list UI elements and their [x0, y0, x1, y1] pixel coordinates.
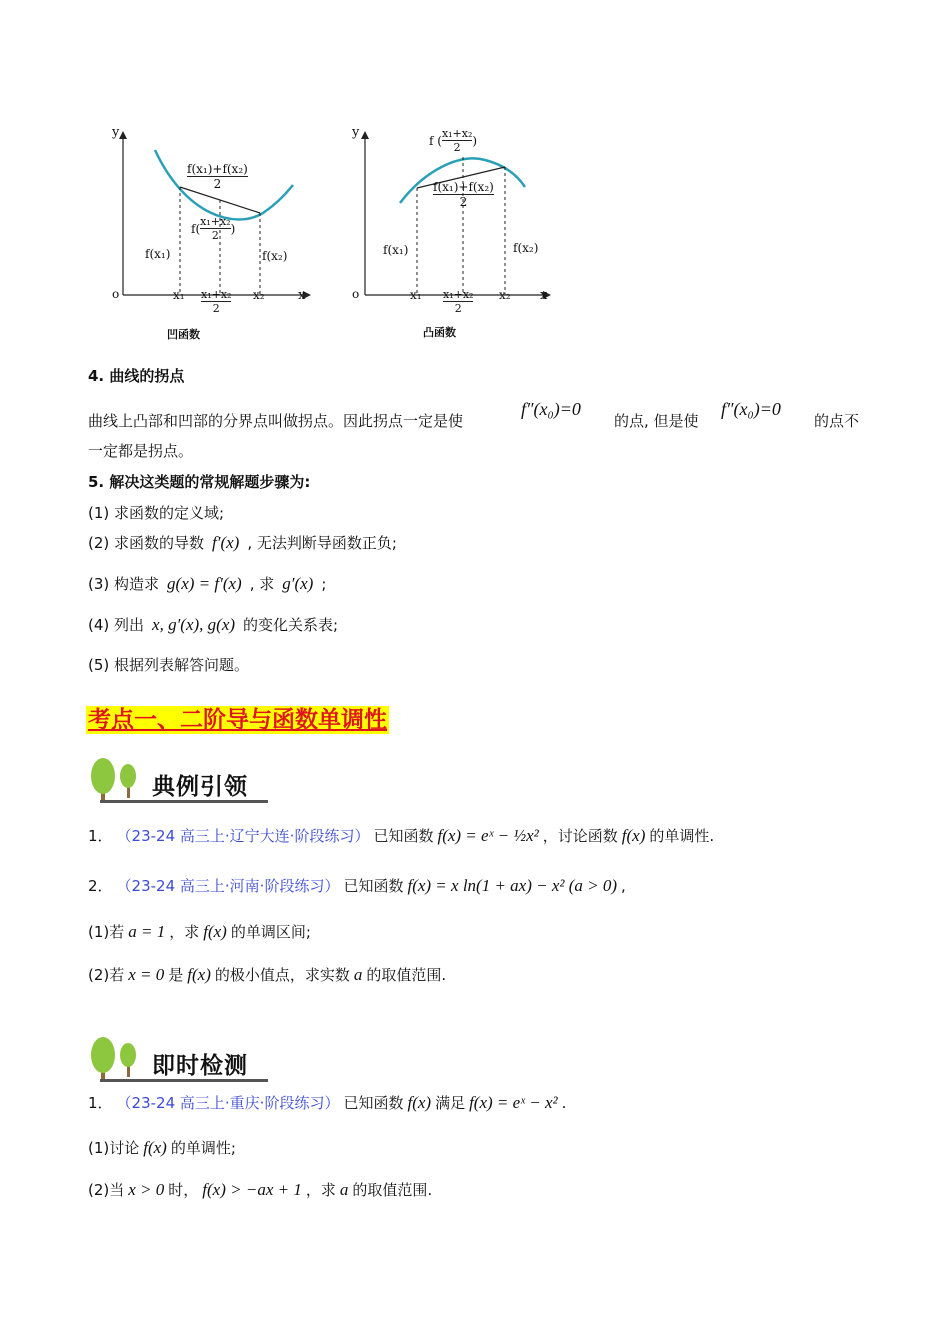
curve-mid-num: x₁+x₂ [200, 215, 231, 228]
q3-p2-math3: a [339, 1180, 349, 1199]
q2-source: （23-24 高三上·河南·阶段练习） [116, 877, 340, 895]
q3-p2-mid2: ，求 [305, 1181, 336, 1199]
section5-heading: 5. 解决这类题的常规解题步骤为: [88, 473, 311, 491]
top-mid-post: ) [472, 133, 478, 148]
top-mid-num: x₁+x₂ [441, 127, 473, 140]
curve-mid-den: 2 [211, 229, 219, 242]
q1-post: 的单调性. [649, 827, 715, 845]
q2-p1-mid: ，求 [169, 923, 200, 941]
q3-math: f(x) [407, 1093, 432, 1112]
step-2-pre: (2) 求函数的导数 [88, 534, 205, 552]
q1-source: （23-24 高三上·辽宁大连·阶段练习） [116, 827, 370, 845]
step-2 [88, 533, 397, 553]
xmid-label [443, 288, 473, 315]
section4-heading: 4. 曲线的拐点 [88, 367, 185, 385]
curve-mid-label [191, 215, 235, 242]
q3-math2: f(x) = eˣ − x² [469, 1093, 558, 1112]
q2-p2-math: x = 0 [128, 965, 165, 984]
step-2-math: f′(x) [212, 533, 240, 552]
q3-p2-math: x > 0 [128, 1180, 165, 1199]
badge-example [88, 754, 270, 806]
badge-check-label: 即时检测 [152, 1053, 248, 1079]
xmid-label [201, 288, 231, 315]
q3-p1-pre: (1)讨论 [88, 1139, 140, 1157]
question-1 [88, 826, 714, 846]
chord-mid-num: f(x₁)+f(x₂) [433, 180, 494, 194]
curve-mid-post: ) [230, 221, 236, 236]
step-2-post: , 无法判断导函数正负; [247, 534, 397, 552]
q3-p2-post: 的取值范围. [352, 1181, 433, 1199]
q3-source: （23-24 高三上·重庆·阶段练习） [116, 1094, 340, 1112]
step-3-post: ; [321, 575, 327, 593]
q3-mid: 满足 [435, 1094, 466, 1112]
x2-label: x₂ [253, 288, 265, 302]
chord-mid-label [433, 180, 494, 209]
q1-math: f(x) = eˣ − ½x² [437, 826, 539, 845]
x1-label: x₁ [410, 288, 422, 302]
q3-p1-math: f(x) [143, 1138, 167, 1157]
chord-mid-num: f(x₁)+f(x₂) [187, 162, 248, 176]
q3-part-1 [88, 1138, 236, 1158]
x2-label: x₂ [499, 288, 511, 302]
fx2-label: f(x₂) [513, 241, 539, 255]
q2-p1-pre: (1)若 [88, 923, 125, 941]
q3-p2-mid: 时， [168, 1181, 199, 1199]
q1-pre: 已知函数 [373, 827, 434, 845]
step-4-post: 的变化关系表; [243, 616, 339, 634]
question-2 [88, 876, 626, 896]
q2-part-2 [88, 965, 446, 985]
step-4-pre: (4) 列出 [88, 616, 145, 634]
section4-text-c: 的点不 [814, 412, 860, 430]
tree-icon [88, 1033, 144, 1083]
q1-number: 1． [88, 827, 113, 845]
origin-label: o [352, 287, 360, 301]
badge-underline [100, 1079, 268, 1082]
section4-text-b: 的点, 但是使 [614, 412, 699, 430]
x-label: x [298, 288, 306, 303]
xmid-num: x₁+x₂ [443, 288, 474, 301]
top-mid-den: 2 [453, 141, 461, 154]
fx2-label: f(x₂) [262, 249, 288, 263]
q2-p2-pre: (2)若 [88, 966, 125, 984]
step-5: (5) 根据列表解答问题。 [88, 656, 250, 674]
curve-mid-pre: f( [191, 221, 201, 236]
fx1-label: f(x₁) [383, 243, 409, 257]
chord-mid-den: 2 [459, 195, 468, 209]
q2-post: , [621, 877, 626, 895]
q2-p2-post: 的取值范围. [366, 966, 447, 984]
q2-p2-math2: f(x) [187, 965, 211, 984]
convex-caption: 凸函数 [423, 326, 456, 339]
convex-figure [345, 125, 560, 345]
badge-underline [100, 800, 268, 803]
q3-pre: 已知函数 [343, 1094, 404, 1112]
step-3-mid: , 求 [249, 575, 275, 593]
q2-p2-mid: 是 [168, 966, 184, 984]
q2-p2-math3: a [353, 965, 363, 984]
tree-icon [88, 754, 144, 804]
fx1-label: f(x₁) [145, 247, 171, 261]
q2-p2-mid2: 的极小值点，求实数 [214, 966, 350, 984]
q2-p1-post: 的单调区间; [230, 923, 311, 941]
chord-mid-den: 2 [213, 177, 222, 191]
question-3 [88, 1093, 566, 1113]
y-axis-arrow [361, 131, 369, 139]
q3-part-2 [88, 1180, 432, 1200]
q2-math: f(x) = x ln(1 + ax) − x² (a > 0) [407, 876, 618, 895]
step-3-math: g(x) = f′(x) [167, 574, 242, 593]
x1-label: x₁ [173, 288, 185, 302]
q3-number: 1． [88, 1094, 113, 1112]
step-3 [88, 574, 326, 594]
q3-p1-post: 的单调性; [170, 1139, 236, 1157]
badge-check [88, 1033, 270, 1085]
section-title: 考点一、二阶导与函数单调性 [88, 707, 387, 733]
q2-p1-math2: f(x) [203, 922, 227, 941]
step-4 [88, 615, 338, 635]
section4-math-2: f″(x₀)=0 [721, 399, 781, 419]
q2-number: 2． [88, 877, 113, 895]
top-mid-pre: f ( [429, 133, 442, 148]
step-1: (1) 求函数的定义域; [88, 504, 225, 522]
chord-mid-label [187, 162, 248, 191]
xmid-den: 2 [212, 302, 220, 315]
q3-p2-math2: f(x) > −ax + 1 [202, 1180, 302, 1199]
q2-part-1 [88, 922, 311, 942]
y-label: y [352, 125, 360, 140]
q1-mid: ，讨论函数 [542, 827, 618, 845]
y-label: y [112, 125, 120, 140]
step-3-pre: (3) 构造求 [88, 575, 160, 593]
xmid-num: x₁+x₂ [201, 288, 232, 301]
top-mid-label [429, 127, 477, 154]
concave-caption: 凹函数 [167, 328, 200, 341]
xmid-den: 2 [454, 302, 462, 315]
step-3-math2: g′(x) [282, 574, 314, 593]
section4-text-a: 曲线上凸部和凹部的分界点叫做拐点。因此拐点一定是使 [88, 412, 464, 430]
x-label: x [540, 288, 548, 303]
y-axis-arrow [119, 131, 127, 139]
q1-math2: f(x) [621, 826, 646, 845]
q3-post: . [561, 1094, 567, 1112]
q2-p1-math: a = 1 [128, 922, 166, 941]
origin-label: o [112, 287, 120, 301]
q2-pre: 已知函数 [343, 877, 404, 895]
step-4-math: x, g′(x), g(x) [152, 615, 236, 634]
q3-p2-pre: (2)当 [88, 1181, 125, 1199]
concave-figure [105, 125, 320, 345]
badge-example-label: 典例引领 [152, 774, 248, 800]
section4-text-d: 一定都是拐点。 [88, 442, 194, 460]
section4-math-1: f″(x₀)=0 [521, 399, 581, 419]
